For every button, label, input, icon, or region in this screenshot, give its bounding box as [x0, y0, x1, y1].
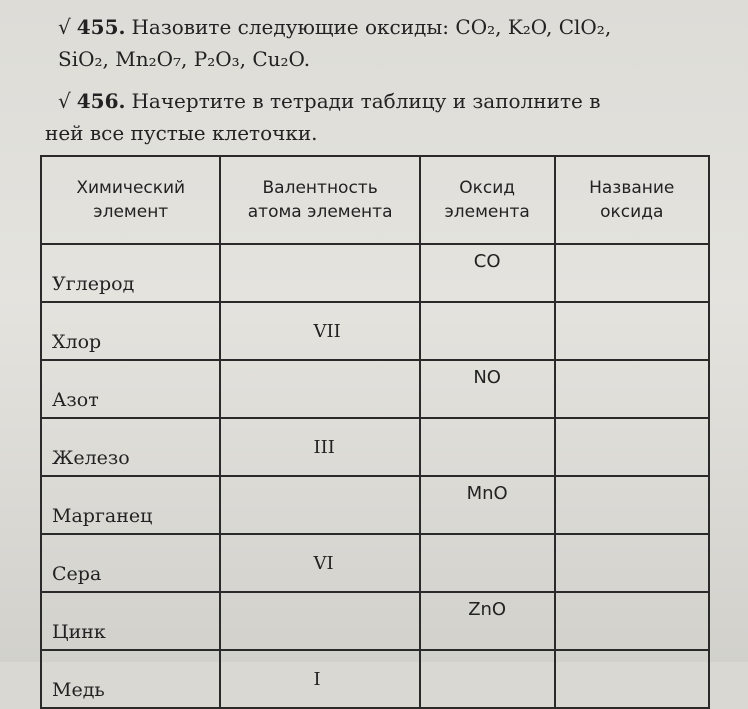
cell-element: Железо [41, 418, 220, 476]
task-456-number: 456. [76, 89, 126, 113]
cell-valence [220, 592, 419, 650]
table-header-row [41, 156, 709, 244]
cell-valence: VI [220, 534, 419, 592]
table-row [41, 650, 709, 708]
task-455-text: Назовите следующие оксиды: CO₂, K₂O, ClO₂, [131, 15, 612, 39]
cell-oxide [420, 302, 555, 360]
cell-oxide: NO [420, 360, 555, 418]
cell-oxide-name [555, 592, 710, 650]
table-row [41, 418, 709, 476]
task-456-line-1 [58, 84, 600, 118]
task-455-number: 455. [76, 15, 126, 39]
check-mark-icon: √ [58, 89, 71, 113]
cell-valence [220, 244, 419, 302]
cell-oxide-name [555, 650, 710, 708]
cell-oxide-name [555, 534, 710, 592]
cell-valence [220, 360, 419, 418]
cell-element: Хлор [41, 302, 220, 360]
task-456-text: Начертите в тетради таблицу и заполните в [131, 89, 601, 113]
table-row [41, 592, 709, 650]
cell-element: Цинк [41, 592, 220, 650]
cell-valence: III [220, 418, 419, 476]
cell-valence: VII [220, 302, 419, 360]
cell-oxide-name [555, 476, 710, 534]
cell-element: Сера [41, 534, 220, 592]
cell-element: Азот [41, 360, 220, 418]
table-row [41, 244, 709, 302]
cell-oxide [420, 418, 555, 476]
table-row [41, 534, 709, 592]
cell-oxide-name [555, 244, 710, 302]
cell-oxide [420, 650, 555, 708]
table-row [41, 302, 709, 360]
oxide-table-container [40, 155, 710, 701]
header-element: Химический элемент [41, 156, 220, 244]
cell-oxide-name [555, 418, 710, 476]
task-455-text-cont: SiO₂, Mn₂O₇, P₂O₃, Cu₂O. [58, 47, 311, 71]
header-valence: Валентность атома элемента [220, 156, 419, 244]
cell-oxide: CO [420, 244, 555, 302]
cell-oxide: MnO [420, 476, 555, 534]
header-oxide-name: Название оксида [555, 156, 710, 244]
cell-element: Углерод [41, 244, 220, 302]
header-oxide: Оксид элемента [420, 156, 555, 244]
task-455-line-1 [58, 10, 611, 44]
cell-valence: I [220, 650, 419, 708]
oxide-table [40, 155, 710, 709]
check-mark-icon: √ [58, 15, 71, 39]
task-455-line-2 [58, 42, 310, 76]
cell-oxide [420, 534, 555, 592]
task-456-text-cont: ней все пустые клеточки. [45, 121, 318, 145]
cell-element: Медь [41, 650, 220, 708]
cell-valence [220, 476, 419, 534]
cell-element: Марганец [41, 476, 220, 534]
cell-oxide: ZnO [420, 592, 555, 650]
cell-oxide-name [555, 360, 710, 418]
task-456-line-2 [45, 116, 318, 150]
cell-oxide-name [555, 302, 710, 360]
table-row [41, 360, 709, 418]
table-row [41, 476, 709, 534]
